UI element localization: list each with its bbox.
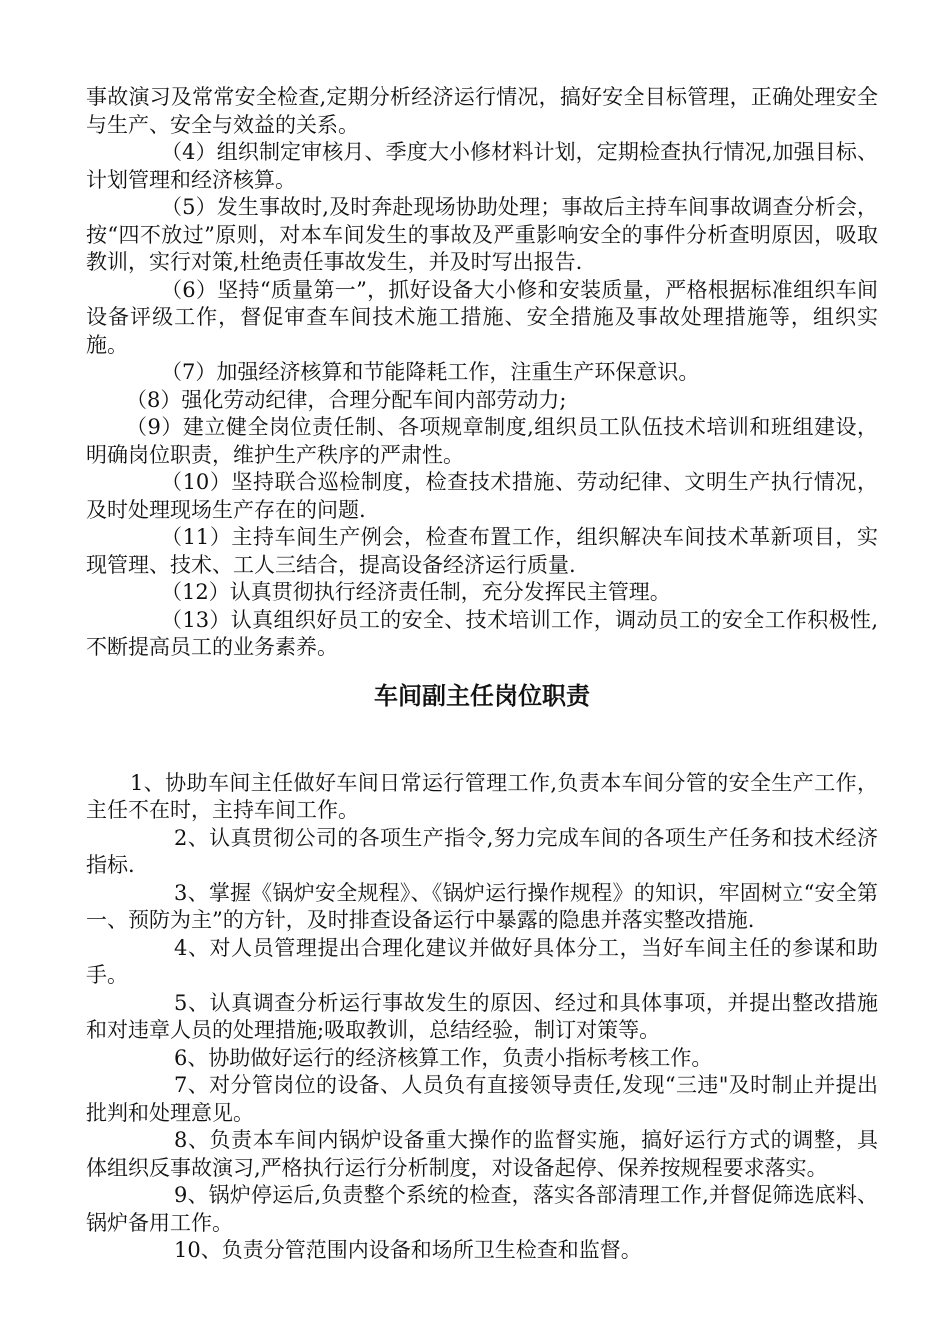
deputy-duty-9: 9、锅炉停运后,负责整个系统的检查，落实各部清理工作,并督促筛选底料、锅炉备用工作。 bbox=[86, 1183, 878, 1235]
duty-item-13: （13）认真组织好员工的安全、技术培训工作，调动员工的安全工作积极性,不断提高员工的业务素养。 bbox=[86, 607, 878, 659]
deputy-duty-3: 3、掌握《锅炉安全规程》、《锅炉运行操作规程》的知识，牢固树立“安全第一、预防为主”的方针，及时排查设备运行中暴露的隐患并落实整改措施. bbox=[86, 880, 878, 932]
deputy-duty-1: 1、协助车间主任做好车间日常运行管理工作,负责本车间分管的安全生产工作，主任不在时，主持车间工作。 bbox=[86, 770, 878, 822]
duty-item-8: （8）强化劳动纪律，合理分配车间内部劳动力; bbox=[126, 387, 567, 412]
duty-item-12: （12）认真贯彻执行经济责任制，充分发挥民主管理。 bbox=[161, 580, 671, 604]
section-spacer bbox=[86, 712, 878, 770]
duty-item-9: （9）建立健全岗位责任制、各项规章制度,组织员工队伍技术培训和班组建设，明确岗位职责，维护生产秩序的严肃性。 bbox=[86, 415, 878, 467]
duty-item-10: （10）坚持联合巡检制度，检查技术措施、劳动纪律、文明生产执行情况，及时处理现场生产存在的问题. bbox=[86, 470, 878, 522]
deputy-duty-2: 2、认真贯彻公司的各项生产指令,努力完成车间的各项生产任务和技术经济指标. bbox=[86, 825, 878, 877]
duty-item-7: （7）加强经济核算和节能降耗工作，注重生产环保意识。 bbox=[161, 360, 700, 384]
deputy-duty-7: 7、对分管岗位的设备、人员负有直接领导责任,发现“三违"及时制止并提出批判和处理意见。 bbox=[86, 1073, 878, 1125]
document-page bbox=[86, 84, 878, 1265]
duty-item-5: （5）发生事故时,及时奔赴现场协助处理；事故后主持车间事故调查分析会，按“四不放过”原则，对本车间发生的事故及严重影响安全的事件分析查明原因，吸取教训，实行对策,杜绝责任事故发生，并及时写出报告. bbox=[86, 195, 878, 274]
duty-item-11: （11）主持车间生产例会，检查布置工作，组织解决车间技术革新项目，实现管理、技术、工人三结合，提高设备经济运行质量. bbox=[86, 525, 878, 577]
duty-item-4: （4）组织制定审核月、季度大小修材料计划，定期检查执行情况,加强目标、计划管理和经济核算。 bbox=[86, 140, 878, 192]
deputy-duty-4: 4、对人员管理提出合理化建议并做好具体分工，当好车间主任的参谋和助手。 bbox=[86, 935, 878, 987]
continuation-paragraph: 事故演习及常常安全检查,定期分析经济运行情况，搞好安全目标管理，正确处理安全与生产、安全与效益的关系。 bbox=[86, 85, 879, 137]
deputy-duty-5: 5、认真调查分析运行事故发生的原因、经过和具体事项，并提出整改措施和对违章人员的处理措施;吸取教训，总结经验，制订对策等。 bbox=[86, 990, 878, 1042]
duty-item-6: （6）坚持“质量第一”，抓好设备大小修和安装质量，严格根据标准组织车间设备评级工作，督促审查车间技术施工措施、安全措施及事故处理措施等，组织实施。 bbox=[86, 277, 878, 357]
deputy-duty-6: 6、协助做好运行的经济核算工作，负责小指标考核工作。 bbox=[174, 1045, 713, 1070]
deputy-duty-8: 8、负责本车间内锅炉设备重大操作的监督实施，搞好运行方式的调整，具体组织反事故演习,严格执行运行分析制度，对设备起停、保养按规程要求落实。 bbox=[86, 1128, 878, 1180]
section-title: 车间副主任岗位职责 bbox=[374, 681, 590, 710]
deputy-duty-10: 10、负责分管范围内设备和场所卫生检查和监督。 bbox=[174, 1238, 642, 1262]
